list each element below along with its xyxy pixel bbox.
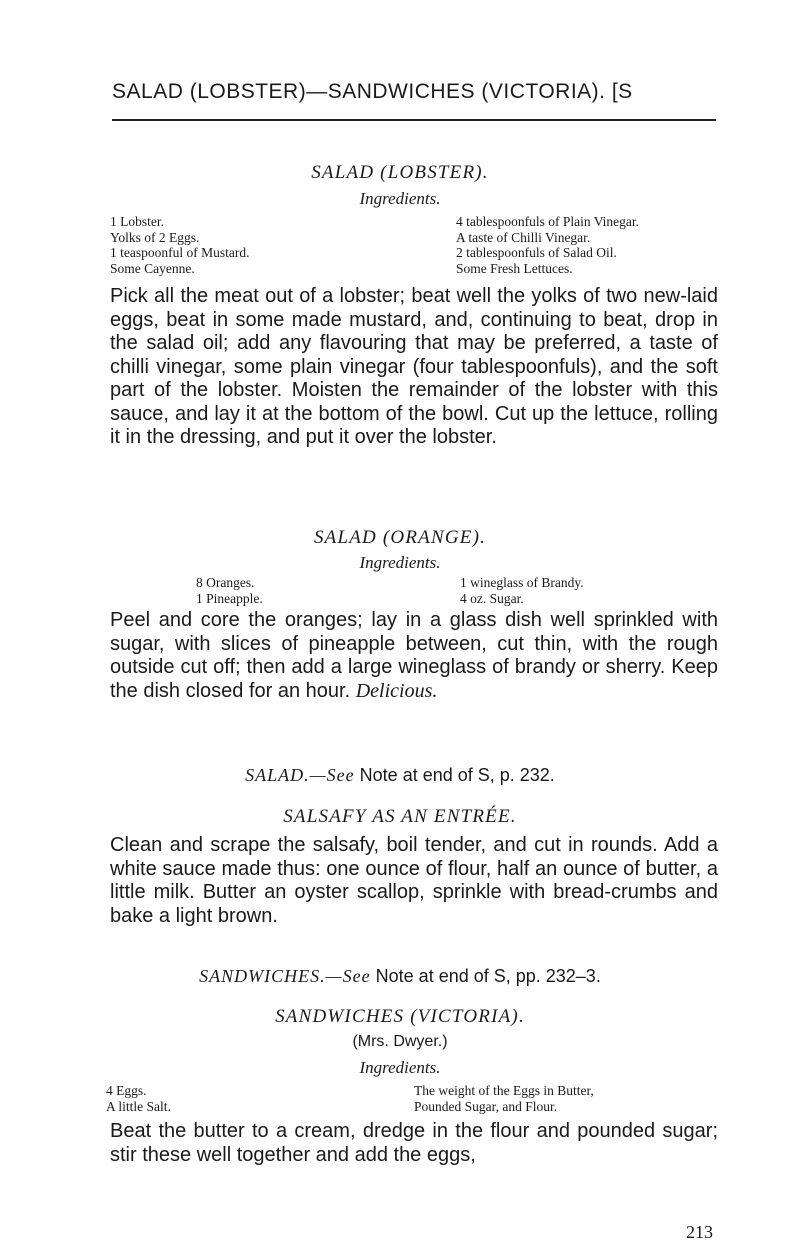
- sandwiches-note-text: Note at end of S, pp. 232–3.: [375, 966, 601, 986]
- lobster-title: SALAD (LOBSTER).: [311, 162, 489, 183]
- victoria-ingredients-right: [414, 1083, 594, 1114]
- orange-verdict: Delicious.: [355, 679, 438, 702]
- ingredient-item: Yolks of 2 Eggs.: [110, 229, 200, 245]
- ingredient-item: Some Cayenne.: [110, 260, 195, 276]
- ingredient-item: 4 Eggs.: [106, 1083, 147, 1098]
- ingredient-item: Some Fresh Lettuces.: [456, 260, 573, 276]
- header-rule: [112, 119, 716, 121]
- ingredient-item: 1 Lobster.: [110, 214, 164, 229]
- salad-note-text: Note at end of S, p. 232.: [359, 765, 555, 785]
- salsafy-title: SALSAFY AS AN ENTRÉE.: [283, 806, 517, 827]
- salad-note: [0, 765, 800, 786]
- running-head: SALAD (LOBSTER)—SANDWICHES (VICTORIA). [S: [112, 80, 633, 103]
- ingredient-item: 8 Oranges.: [196, 575, 255, 590]
- ingredient-item: A taste of Chilli Vinegar.: [456, 229, 591, 245]
- lobster-ingredients-right: [456, 214, 639, 276]
- sandwiches-note-title: SANDWICHES.—See: [199, 966, 371, 986]
- ingredient-item: 2 tablespoonfuls of Salad Oil.: [456, 245, 617, 260]
- victoria-author: (Mrs. Dwyer.): [352, 1033, 448, 1050]
- page-number: 213: [686, 1222, 713, 1242]
- ingredient-item: 4 oz. Sugar.: [460, 590, 524, 606]
- salad-note-title: SALAD.—See: [245, 765, 355, 785]
- victoria-ingredients-label: Ingredients.: [359, 1058, 441, 1077]
- lobster-method: Pick all the meat out of a lobster; beat well the yolks of two new-laid eggs, beat in some made mustard, and, continuing to beat, drop in the salad oil; add any flavouring that may be preferred, a taste of chilli vinegar, some plain vinegar (four tablespoonfuls), and the soft part of the lobster. Moisten the remainder of the lobster with this sauce, and lay it at the bottom of the bowl. Cut up the lettuce, rolling it in the dressing, and put it over the lobster.: [110, 285, 718, 448]
- ingredient-item: 1 teaspoonful of Mustard.: [110, 245, 250, 260]
- victoria-title: SANDWICHES (VICTORIA).: [275, 1006, 525, 1027]
- victoria-method: Beat the butter to a cream, dredge in the flour and pounded sugar; stir these well together and add the eggs,: [110, 1120, 718, 1166]
- victoria-ingredients-left: [106, 1083, 171, 1114]
- lobster-ingredients-left: [110, 214, 249, 276]
- ingredient-item: A little Salt.: [106, 1098, 171, 1114]
- ingredient-item: The weight of the Eggs in Butter,: [414, 1083, 594, 1098]
- orange-method-text: Peel and core the oranges; lay in a glass dish well sprinkled with sugar, with slices of pineapple between, cut thin, with the rough outside cut off; then add a large wineglass of brandy or sherry. Keep the dish closed for an hour.: [110, 609, 718, 702]
- orange-ingredients-right: [460, 575, 584, 606]
- orange-method: [110, 609, 718, 703]
- lobster-ingredients-label: Ingredients.: [359, 189, 441, 208]
- ingredient-item: 1 wineglass of Brandy.: [460, 575, 584, 590]
- orange-title: SALAD (ORANGE).: [313, 527, 487, 548]
- orange-ingredients-left: [196, 575, 263, 606]
- salsafy-method: Clean and scrape the salsafy, boil tender, and cut in rounds. Add a white sauce made thus: one ounce of flour, half an ounce of butter, a little milk. Butter an oyster scallop, sprinkle with bread-crumbs and bake a light brown.: [110, 834, 718, 927]
- sandwiches-note: [0, 966, 800, 987]
- ingredient-item: 4 tablespoonfuls of Plain Vinegar.: [456, 214, 640, 229]
- orange-ingredients-label: Ingredients.: [359, 553, 441, 572]
- ingredient-item: 1 Pineapple.: [196, 590, 263, 606]
- ingredient-item: Pounded Sugar, and Flour.: [414, 1098, 558, 1114]
